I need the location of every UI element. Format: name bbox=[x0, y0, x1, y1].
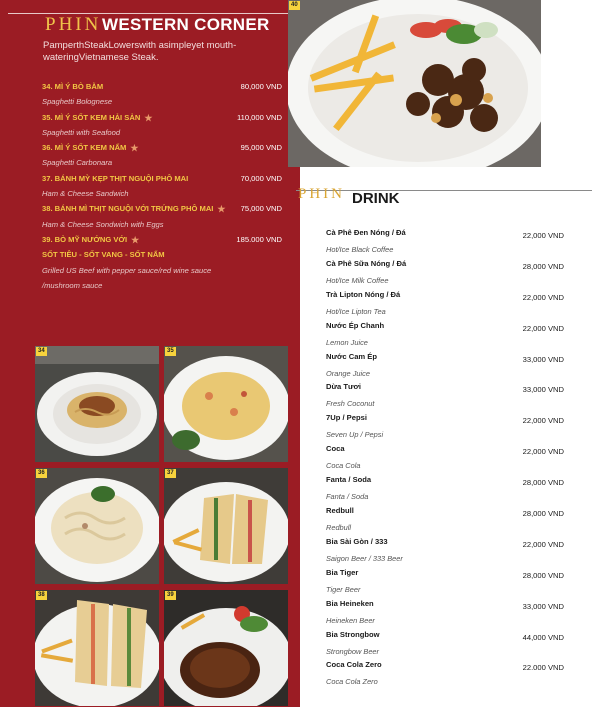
drink-name: 7Up / Pepsi bbox=[326, 413, 367, 423]
menu-item-english: Ham & Cheese Sondwich with Eggs bbox=[42, 219, 164, 229]
photo-sandwich-with-eggs bbox=[35, 590, 159, 706]
drink-english-name: Heineken Beer bbox=[326, 615, 375, 625]
dish-illustration bbox=[164, 468, 288, 584]
drink-english-name: Coca Cola bbox=[326, 461, 361, 471]
menu-item-price: 80,000 VND bbox=[240, 82, 282, 91]
section-title-drink: DRINK bbox=[352, 190, 400, 207]
drink-name: Cà Phê Đen Nóng / Đá bbox=[326, 228, 406, 237]
drink-english-name: Lemon Juice bbox=[326, 337, 368, 347]
photo-number-badge: 38 bbox=[38, 592, 45, 598]
brand-logo-text: PHIN bbox=[298, 186, 346, 202]
drink-price: 22,000 VND bbox=[522, 539, 564, 549]
photo-spaghetti-bolognese bbox=[35, 346, 159, 462]
dish-illustration bbox=[164, 590, 288, 706]
drink-name: Bia Strongbow bbox=[326, 629, 380, 639]
sauce-options: SỐT TIÊU - SỐT VANG - SỐT NẤM bbox=[42, 250, 165, 260]
western-menu-list bbox=[42, 82, 282, 296]
menu-item-english: /mushroom sauce bbox=[42, 280, 103, 290]
drink-menu-list bbox=[326, 228, 564, 691]
drink-item[interactable] bbox=[326, 413, 564, 444]
drink-english-name: Tiger Beer bbox=[326, 584, 361, 594]
drink-item[interactable] bbox=[326, 660, 564, 691]
drink-price: 28,000 VND bbox=[522, 570, 564, 580]
menu-item-name: 36. MÌ Ý SỐT KEM NẤM bbox=[42, 143, 127, 153]
drink-price: 22,000 VND bbox=[522, 416, 564, 426]
drink-price: 28,000 VND bbox=[522, 261, 564, 271]
drink-item[interactable] bbox=[326, 599, 564, 630]
menu-item-name: 37. BÁNH MỲ KẸP THỊT NGUỘI PHÔ MAI bbox=[42, 173, 189, 183]
drink-price: 33,000 VND bbox=[522, 601, 564, 611]
drink-item[interactable] bbox=[326, 259, 564, 290]
drink-item[interactable] bbox=[326, 506, 564, 537]
drink-name: Nước Cam Ép bbox=[326, 351, 377, 361]
drink-name: Bia Sài Gòn / 333 bbox=[326, 536, 388, 546]
menu-item[interactable] bbox=[42, 235, 282, 250]
drink-item[interactable] bbox=[326, 537, 564, 568]
menu-item-english: Spaghetti with Seafood bbox=[42, 127, 121, 137]
photo-number-badge: 35 bbox=[167, 348, 174, 354]
photo-number-badge: 34 bbox=[38, 348, 45, 354]
drink-item[interactable] bbox=[326, 290, 564, 321]
drink-name: Nước Ép Chanh bbox=[326, 320, 385, 330]
drink-price: 28,000 VND bbox=[522, 509, 564, 519]
menu-item-price: 110,000 VND bbox=[236, 112, 282, 122]
photo-number-badge: 36 bbox=[38, 470, 45, 476]
drink-price: 28,000 VND bbox=[522, 478, 564, 488]
menu-item[interactable] bbox=[42, 204, 282, 219]
drink-english-name: Hot/Ice Milk Coffee bbox=[326, 275, 389, 285]
drink-price: 44,000 VND bbox=[522, 632, 564, 642]
menu-item-name: 38. BÁNH MÌ THỊT NGUỘI VỚI TRỨNG PHÔ MAI bbox=[42, 204, 214, 214]
drink-item[interactable] bbox=[326, 630, 564, 661]
drink-item[interactable] bbox=[326, 382, 564, 413]
brand-logo-text: PHIN bbox=[45, 14, 102, 35]
drink-item[interactable] bbox=[326, 475, 564, 506]
drink-english-name: Redbull bbox=[326, 523, 352, 533]
menu-item-english: Ham & Cheese Sandwich bbox=[42, 189, 129, 199]
drink-english-name: Fresh Coconut bbox=[326, 399, 375, 409]
drink-english-name: Seven Up / Pepsi bbox=[326, 430, 384, 440]
menu-item-name: 39. BÒ MỸ NƯỚNG VỚI bbox=[42, 234, 128, 244]
drink-price: 22,000 VND bbox=[522, 231, 564, 240]
drink-english-name: Hot/Ice Black Coffee bbox=[326, 245, 394, 254]
drink-english-name: Strongbow Beer bbox=[326, 646, 379, 656]
drink-name: Bia Heineken bbox=[326, 598, 374, 608]
photo-spaghetti-seafood bbox=[164, 346, 288, 462]
drink-item[interactable] bbox=[326, 228, 564, 259]
dish-illustration bbox=[288, 0, 541, 167]
dish-illustration bbox=[35, 468, 159, 584]
star-icon: ★ bbox=[130, 143, 139, 154]
photo-beef-with-fries bbox=[288, 0, 541, 167]
dish-illustration bbox=[35, 346, 159, 462]
menu-item-price: 185.000 VND bbox=[236, 234, 282, 244]
drink-name: Bia Tiger bbox=[326, 567, 359, 577]
star-icon: ★ bbox=[144, 112, 153, 123]
drink-english-name: Hot/Ice Lipton Tea bbox=[326, 306, 386, 316]
section-intro: PamperthSteakLowerswith asimpleyet mouth-wateringVietnamese Steak. bbox=[43, 40, 237, 63]
drink-name: Fanta / Soda bbox=[326, 475, 372, 485]
drink-name: Dừa Tươi bbox=[326, 382, 361, 392]
photo-number-badge: 40 bbox=[291, 2, 298, 8]
drink-english-name: Coca Cola Zero bbox=[326, 677, 378, 687]
menu-item[interactable] bbox=[42, 143, 282, 158]
drink-english-name: Saigon Beer / 333 Beer bbox=[326, 553, 403, 563]
drink-name: Cà Phê Sữa Nóng / Đá bbox=[326, 258, 407, 268]
menu-item[interactable] bbox=[42, 113, 282, 128]
drink-name: Coca Cola Zero bbox=[326, 660, 382, 670]
photo-spaghetti-carbonara bbox=[35, 468, 159, 584]
menu-item-price: 70,000 VND bbox=[240, 173, 282, 183]
photo-number-badge: 39 bbox=[167, 592, 174, 598]
drink-item[interactable] bbox=[326, 321, 564, 352]
menu-item-name: 34. MÌ Ý BÒ BẰM bbox=[42, 82, 104, 91]
menu-item-english: Spaghetti Carbonara bbox=[42, 158, 113, 168]
menu-item-price: 95,000 VND bbox=[240, 143, 282, 153]
drink-name: Coca bbox=[326, 444, 345, 454]
menu-item-english: Spaghetti Bolognese bbox=[42, 97, 113, 107]
photo-ham-cheese-sandwich bbox=[164, 468, 288, 584]
menu-item[interactable] bbox=[42, 174, 282, 189]
drink-english-name: Orange Juice bbox=[326, 368, 370, 378]
drink-item[interactable] bbox=[326, 444, 564, 475]
star-icon: ★ bbox=[131, 234, 140, 245]
photo-number-badge: 37 bbox=[167, 470, 174, 476]
section-title-western: WESTERN CORNER bbox=[102, 15, 270, 34]
dish-illustration bbox=[35, 590, 159, 706]
drink-name: Redbull bbox=[326, 506, 354, 516]
drink-price: 22,000 VND bbox=[522, 292, 564, 302]
drink-name: Trà Lipton Nóng / Đá bbox=[326, 289, 401, 299]
drink-price: 22.000 VND bbox=[522, 663, 564, 673]
dish-illustration bbox=[164, 346, 288, 462]
drink-item[interactable] bbox=[326, 352, 564, 383]
menu-item-price: 75,000 VND bbox=[240, 204, 282, 214]
drink-price: 22,000 VND bbox=[522, 323, 564, 333]
menu-item-english: Grilled US Beef with pepper sauce/red wine sauce bbox=[42, 265, 212, 275]
menu-item-name: 35. MÌ Ý SỐT KEM HẢI SẢN bbox=[42, 112, 141, 122]
star-icon: ★ bbox=[217, 204, 226, 215]
drink-item[interactable] bbox=[326, 568, 564, 599]
drink-price: 33,000 VND bbox=[522, 354, 564, 364]
menu-item[interactable] bbox=[42, 82, 282, 97]
drink-english-name: Fanta / Soda bbox=[326, 492, 369, 502]
photo-grilled-us-beef bbox=[164, 590, 288, 706]
drink-price: 22,000 VND bbox=[522, 447, 564, 457]
drink-price: 33,000 VND bbox=[522, 385, 564, 395]
